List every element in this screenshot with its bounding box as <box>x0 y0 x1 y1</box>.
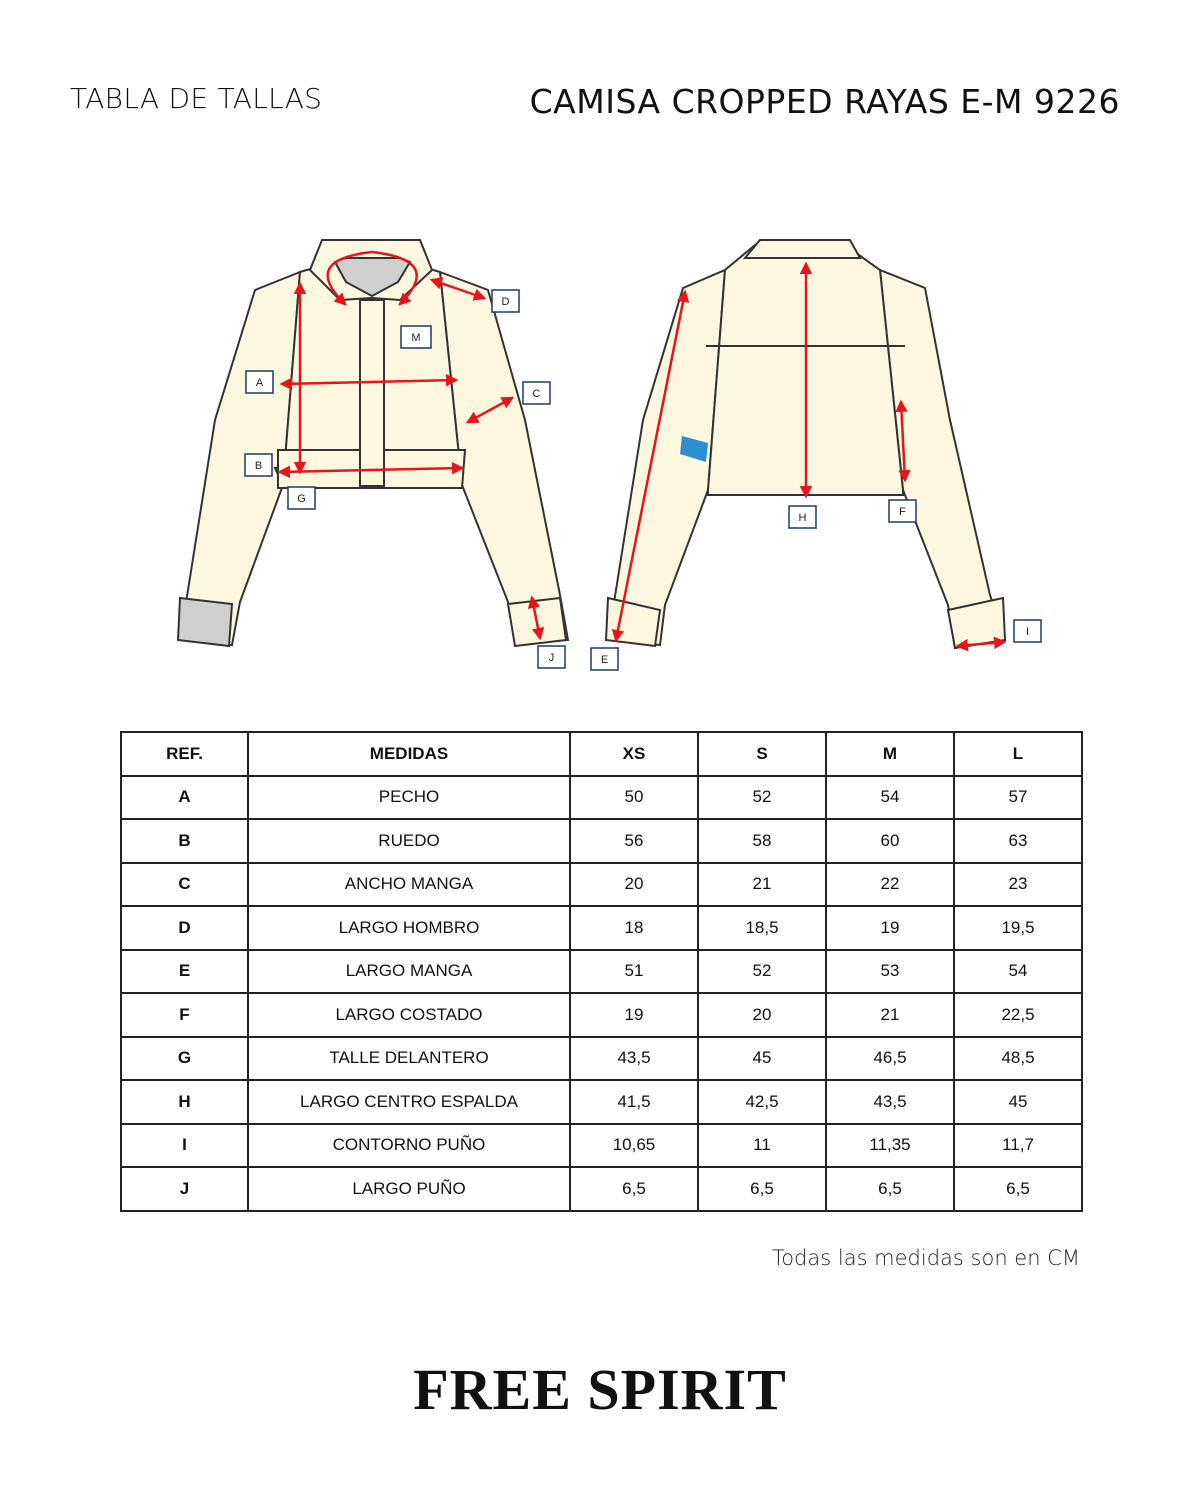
cell-m: 11,35 <box>826 1124 954 1168</box>
table-header-row <box>121 732 1082 776</box>
cell-ref: H <box>121 1080 248 1124</box>
table-row <box>121 906 1082 950</box>
cell-xs: 19 <box>570 993 698 1037</box>
cell-ref: B <box>121 819 248 863</box>
cell-m: 21 <box>826 993 954 1037</box>
svg-text:C: C <box>532 388 541 400</box>
svg-text:D: D <box>501 296 510 308</box>
cell-l: 57 <box>954 776 1082 820</box>
table-row <box>121 1167 1082 1211</box>
cell-s: 18,5 <box>698 906 826 950</box>
cell-m: 43,5 <box>826 1080 954 1124</box>
cell-measure: LARGO HOMBRO <box>248 906 570 950</box>
product-title: CAMISA CROPPED RAYAS E-M 9226 <box>529 82 1120 121</box>
cell-l: 11,7 <box>954 1124 1082 1168</box>
table-row <box>121 993 1082 1037</box>
cell-s: 52 <box>698 950 826 994</box>
tag-e <box>591 648 618 670</box>
units-note: Todas las medidas son en CM <box>771 1246 1080 1270</box>
svg-text:G: G <box>297 493 306 505</box>
cell-measure: LARGO CENTRO ESPALDA <box>248 1080 570 1124</box>
cell-s: 6,5 <box>698 1167 826 1211</box>
cell-s: 45 <box>698 1037 826 1081</box>
cell-m: 22 <box>826 863 954 907</box>
header-ref: REF. <box>121 732 248 776</box>
header-xs: XS <box>570 732 698 776</box>
tag-d <box>492 290 519 312</box>
svg-text:I: I <box>1025 626 1030 638</box>
cell-l: 54 <box>954 950 1082 994</box>
cell-xs: 41,5 <box>570 1080 698 1124</box>
brand-logo: FREE SPIRIT <box>413 1357 787 1422</box>
cell-s: 20 <box>698 993 826 1037</box>
cell-m: 6,5 <box>826 1167 954 1211</box>
cell-l: 22,5 <box>954 993 1082 1037</box>
cell-ref: J <box>121 1167 248 1211</box>
cell-xs: 20 <box>570 863 698 907</box>
cell-measure: LARGO PUÑO <box>248 1167 570 1211</box>
table-row <box>121 950 1082 994</box>
cell-measure: RUEDO <box>248 819 570 863</box>
cell-s: 42,5 <box>698 1080 826 1124</box>
size-chart-title: TABLA DE TALLAS <box>70 82 323 115</box>
tag-f <box>889 500 916 522</box>
svg-text:H: H <box>798 512 807 524</box>
cell-ref: F <box>121 993 248 1037</box>
size-table <box>120 731 1083 1212</box>
cell-m: 53 <box>826 950 954 994</box>
garment-diagram <box>0 200 1200 700</box>
cell-xs: 6,5 <box>570 1167 698 1211</box>
tag-h <box>789 506 816 528</box>
cell-l: 6,5 <box>954 1167 1082 1211</box>
svg-text:E: E <box>600 654 609 666</box>
header-l: L <box>954 732 1082 776</box>
svg-text:B: B <box>254 460 263 472</box>
tag-i <box>1014 620 1041 642</box>
cell-l: 23 <box>954 863 1082 907</box>
svg-text:J: J <box>548 652 555 664</box>
cell-l: 48,5 <box>954 1037 1082 1081</box>
cell-measure: LARGO COSTADO <box>248 993 570 1037</box>
cell-xs: 10,65 <box>570 1124 698 1168</box>
table-row <box>121 819 1082 863</box>
cell-measure: ANCHO MANGA <box>248 863 570 907</box>
cell-s: 52 <box>698 776 826 820</box>
cell-ref: E <box>121 950 248 994</box>
tag-a <box>246 371 273 393</box>
header-s: S <box>698 732 826 776</box>
cell-measure: CONTORNO PUÑO <box>248 1124 570 1168</box>
table-row <box>121 1037 1082 1081</box>
table-row <box>121 1124 1082 1168</box>
cell-s: 11 <box>698 1124 826 1168</box>
cell-ref: I <box>121 1124 248 1168</box>
cell-measure: PECHO <box>248 776 570 820</box>
tag-m <box>401 326 431 348</box>
cell-l: 45 <box>954 1080 1082 1124</box>
cell-ref: C <box>121 863 248 907</box>
svg-text:A: A <box>255 377 264 389</box>
header-m: M <box>826 732 954 776</box>
cell-xs: 51 <box>570 950 698 994</box>
tag-g <box>288 487 315 509</box>
cell-ref: D <box>121 906 248 950</box>
cell-m: 46,5 <box>826 1037 954 1081</box>
table-row <box>121 776 1082 820</box>
tag-j <box>538 646 565 668</box>
cell-m: 60 <box>826 819 954 863</box>
cell-xs: 56 <box>570 819 698 863</box>
cell-l: 63 <box>954 819 1082 863</box>
svg-text:F: F <box>899 506 906 518</box>
cell-xs: 18 <box>570 906 698 950</box>
cell-m: 19 <box>826 906 954 950</box>
cell-ref: A <box>121 776 248 820</box>
cell-xs: 50 <box>570 776 698 820</box>
cell-s: 58 <box>698 819 826 863</box>
cell-m: 54 <box>826 776 954 820</box>
cell-ref: G <box>121 1037 248 1081</box>
table-row <box>121 863 1082 907</box>
table-row <box>121 1080 1082 1124</box>
cell-xs: 43,5 <box>570 1037 698 1081</box>
cell-measure: LARGO MANGA <box>248 950 570 994</box>
tag-b <box>245 454 272 476</box>
tag-c <box>523 382 550 404</box>
svg-text:M: M <box>411 332 421 344</box>
cell-l: 19,5 <box>954 906 1082 950</box>
cell-s: 21 <box>698 863 826 907</box>
cell-measure: TALLE DELANTERO <box>248 1037 570 1081</box>
header-measure: MEDIDAS <box>248 732 570 776</box>
